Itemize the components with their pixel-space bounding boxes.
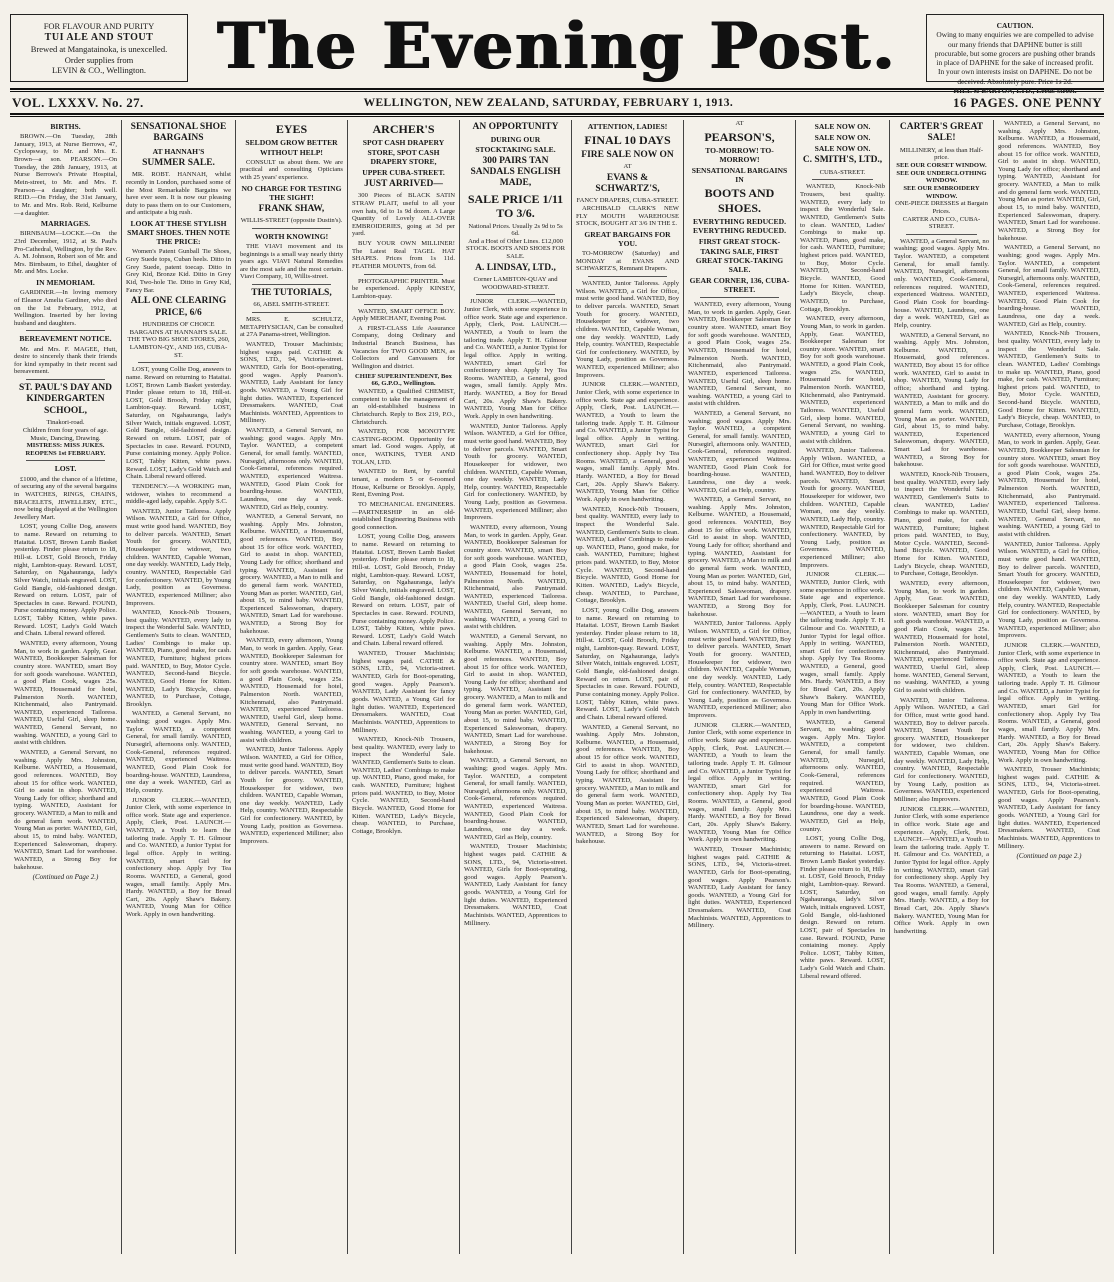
life-assurance-ad: A FIRST-CLASS Life Assurance Company, doing Ordinary and Industrial Branch Business, has Vacancies for TWO GOOD MEN, as Collectors and Canvassers for Wellington and district.: [352, 324, 455, 371]
births-text: BROWN.—On Tuesday, 28th January, 1913, at Nurse Berrows, 47, Cyclopsway, to Mr. and Mrs. E. Brown—a son. PEARSON.—On Tuesday, the 28th January, 1913, at Nurse Berrows's Private Hospital, Mein-street, to Mr. and Mrs. F. Pearson—a daughter; both well. REID.—On Friday, the 31st January, to Mr. and Mrs. Rob. Reid, Kelburne—a daughter.: [14, 133, 117, 217]
engineers-ad: TO MECHANICAL ENGINEERS.—PARTNERSHIP in an old-established Engineering Business with good connection.: [352, 500, 455, 531]
col10-filler-3: WANTED, every afternoon, Young Man, to work in garden. Apply, Gear. WANTED, Bookkeeper Salesman for country store. WANTED, smart Boy for soft goods warehouse. WANTED, a good Plain Cook, wages 25s. WANTED, Housemaid for hotel, Palmerston North. WANTED, Kitchenmaid, also Pantrymaid. WANTED, experienced Tailoress. WANTED, Useful Girl, sleep home. WANTED, General Servant, no washing. WANTED, a young Girl to assist with children.: [998, 431, 1100, 538]
opportunity-heading: AN OPPORTUNITY: [472, 122, 559, 132]
caution-heading: CAUTION.: [996, 21, 1034, 30]
divider: [812, 179, 873, 180]
col9-filler-4: WANTED, Junior Tailoress. Apply Wilson. WANTED, a Girl for Office, must write good hand. WANTED, Boy to deliver parcels. WANTED, Smart Youth for grocery. WANTED, Housekeeper for widower, two children. WANTED, Capable Woman, one day weekly. WANTED, Lady Help, country. WANTED, Respectable Girl for confectionery. WANTED, by Young Lady, position as Governess. WANTED, experienced Milliner; also Improvers.: [894, 696, 989, 803]
col6-ads: WANTED, Junior Tailoress. Apply Wilson. WANTED, a Girl for Office, must write good hand. WANTED, Boy to deliver parcels. WANTED, Smart Youth for grocery. WANTED, Housekeeper for widower, two children. WANTED, Capable Woman, one day weekly. WANTED, Lady Help, country. WANTED, Respectable Girl for confectionery. WANTED, by Young Lady, position as Governess. WANTED, experienced Milliner; also Improvers.: [576, 280, 679, 379]
tendency-ad: TENDENCY.—A WORKING man, widower, wishes to recommend a middle-aged lady, capable. Apply S.C.: [126, 482, 231, 506]
divider: [138, 362, 219, 363]
at-word: AT: [623, 162, 632, 170]
eyes-heading: EYES: [275, 122, 308, 136]
national-prices: National Prices. Usually 2s 9d to 5s 6d.: [468, 222, 563, 238]
tui-line4: Order supplies from: [64, 54, 134, 65]
archers-subheading: SPOT CASH DRAPERY STORE, SPOT CASH DRAPERY STORE,: [362, 138, 445, 166]
hannah-price: ALL ONE CLEARING PRICE, 6/6: [130, 296, 227, 318]
gear-corner: GEAR CORNER, 136, CUBA-STREET.: [689, 275, 790, 295]
divider: [252, 284, 331, 285]
marriages-text: BIRNBAUM—LOCKE.—On the 23rd December, 1912, at St. Paul's Pro-Cathedral, Wellington, by the Rev. A. M. Johnson, Robert son of Mr. and Mrs. Birnbaum, to Ethel, daughter of Mr. and Mrs. Locke.: [14, 230, 117, 276]
col6-filler-3: LOST, young Collie Dog, answers to name. Reward on returning to Hataitai. LOST, Brown Lamb Basket yesterday. Finder please return to 18, Hill-st. LOST, Gold Brooch, Friday night, Lambton-quay. Reward. LOST, Saturday, on Ngahauranga, lady's Silver Watch, initials engraved. LOST, Gold Bangle, old-fashioned design. Reward on return. LOST, pair of Spectacles in case. Reward. FOUND, Purse containing money. Apply Police. LOST, Tabby Kitten, white paws. Reward. LOST, Lady's Gold Watch and Chain. Liberal reward offered.: [576, 606, 679, 721]
viavi-heading: WORTH KNOWING!: [254, 231, 329, 241]
dateline-rule-bottom: [10, 113, 1104, 117]
tui-line2: TUI ALE AND STOUT: [44, 31, 154, 43]
marriages-heading: MARRIAGES.: [40, 219, 91, 229]
memoriam-text: GARDINER.—In loving memory of Eleanor Amelia Gardiner, who died on the 1st February, 1912, at Wellington. Inserted by her loving husband and daughters.: [14, 289, 117, 327]
col2-filler-2: WANTED, Knock-Nib Trousers, best quality. WANTED, every lady to inspect the Wonderful Sale. WANTED, Gentlemen's Suits to clean. WANTED, Ladies' Combings to make up. WANTED, Piano, good make, for cash. WANTED, Furniture; highest prices paid. WANTED, to Buy, Motor Cycle. WANTED, Second-hand Bicycle. WANTED, Good Home for Kitten. WANTED, Lady's Bicycle, cheap. WANTED, to Purchase, Cottage, Brooklyn.: [126, 609, 231, 708]
sandals-sale-price: SALE PRICE 1/11 TO 3/6.: [467, 191, 564, 221]
sale-now-on-2: SALE NOW ON.: [814, 133, 871, 143]
col7-ads: WANTED, every afternoon, Young Man, to work in garden. Apply, Gear. WANTED, Bookkeeper Salesman for country store. WANTED, smart Boy for soft goods warehouse. WANTED, a good Plain Cook, wages 25s. WANTED, Housemaid for hotel, Palmerston North. WANTED, Kitchenmaid, also Pantrymaid. WANTED, experienced Tailoress. WANTED, Useful Girl, sleep home. WANTED, General Servant, no washing. WANTED, a young Girl to assist with children.: [688, 301, 791, 408]
births-heading: BIRTHS.: [50, 122, 81, 131]
divider: [476, 294, 555, 295]
col9-filler-5: JUNIOR CLERK.—WANTED, Junior Clerk, with some experience in office work. State age and experience. Apply, Clerk, Post. LAUNCH.—WANTED, a Youth to learn the tailoring trade. Apply T. H. Gilmour and Co. WANTED, a Junior Typist for legal office. Apply in writing. WANTED, smart Girl for confectionery shop. Apply Ivy Tea Rooms. WANTED, a General, good wages, small family. Apply Mrs. Hardy. WANTED, a Boy for Bread Cart, 20s. Apply Shaw's Bakery. WANTED, Young Man for Office Work. Apply in own handwriting.: [894, 805, 989, 935]
school-mistress: MISTRESS: MISS JUKES.: [26, 442, 105, 450]
col8-filler-4: WANTED, a General Servant, no washing; good wages. Apply Mrs. Taylor. WANTED, a competent General, for small family. WANTED, Nursegirl, afternoons only. WANTED, Cook-General, references required. WANTED, experienced Waitress. WANTED, Good Plain Cook for boarding-house. WANTED, Laundress, one day a week. WANTED, Girl as Help, country.: [800, 718, 885, 833]
school-body: Children from four years of age. Music, Dancing, Drawing.: [22, 426, 109, 442]
hannah-heading-1: SENSATIONAL SHOE BARGAINS: [130, 122, 227, 144]
col5-filler-4: WANTED, a General Servant, no washing; good wages. Apply Mrs. Taylor. WANTED, a competent General, for small family. WANTED, Nursegirl, afternoons only. WANTED, Cook-General, references required. WANTED, experienced Waitress. WANTED, Good Plain Cook for boarding-house. WANTED, Laundress, one day a week. WANTED, Girl as Help, country.: [464, 757, 567, 841]
sandals-offer: 300 PAIRS TAN SANDALS ENGLISH MADE,: [470, 155, 561, 189]
lost-found-ads: LOST, young Collie Dog, answers to name. Reward on returning to Hataitai. LOST, Brown Lamb Basket yesterday. Finder please return to 18, Hill-st. LOST, Gold Brooch, Friday night, Lambton-quay. Reward. LOST, Saturday, on Ngahauranga, lady's Silver Watch, initials engraved. LOST, Gold Bangle, old-fashioned design. Reward on return. LOST, pair of Spectacles in case. Reward. FOUND, Purse containing money. Apply Police. LOST, Tabby Kitten, white paws. Reward. LOST, Lady's Gold Watch and Chain. Liberal reward offered.: [126, 366, 231, 481]
office-boy-ad: WANTED, SMART OFFICE BOY. Apply MERCHANT, Evening Post.: [352, 307, 455, 323]
col3-filler: WANTED, a General Servant, no washing; good wages. Apply Mrs. Taylor. WANTED, a competent General, for small family. WANTED, Nursegirl, afternoons only. WANTED, Cook-General, references required. WANTED, experienced Waitress. WANTED, Good Plain Cook for boarding-house. WANTED, Laundress, one day a week. WANTED, Girl as Help, country.: [240, 427, 343, 511]
divider: [588, 276, 667, 277]
col7-filler-3: WANTED, Junior Tailoress. Apply Wilson. WANTED, a Girl for Office, must write good hand. WANTED, Boy to deliver parcels. WANTED, Smart Youth for grocery. WANTED, Housekeeper for widower, two children. WANTED, Capable Woman, one day weekly. WANTED, Lady Help, country. WANTED, Respectable Girl for confectionery. WANTED, by Young Lady, position as Governess. WANTED, experienced Milliner; also Improvers.: [688, 620, 791, 720]
viavi-body: THE VIAVI movement and its beginnings is a small way nearly thirty years ago. VIAVI Natural Remedies are the most safe and the most certain. Viavi Company, 10, Willis-street.: [240, 242, 343, 281]
divider: [364, 274, 443, 275]
hannah-shops: HUNDREDS OF CHOICE BARGAINS AT HANNAH'S SALE. THE TWO BIG SHOE STORES, 260, LAMBTON-QY., AND 165, CUBA-ST.: [127, 321, 230, 359]
col9-filler-3: WANTED, every afternoon, Young Man, to work in garden. Apply, Gear. WANTED, Bookkeeper Salesman for country store. WANTED, smart Boy for soft goods warehouse. WANTED, a good Plain Cook, wages 25s. WANTED, Housemaid for hotel, Palmerston North. WANTED, Kitchenmaid, also Pantrymaid. WANTED, experienced Tailoress. WANTED, Useful Girl, sleep home. WANTED, General Servant, no washing. WANTED, a young Girl to assist with children.: [894, 580, 989, 694]
columns: [10, 120, 1104, 1254]
hannah-items: Women's Patent Gunball Tie Shoes, Grey Suede tops, Cuban heels. Ditto in Grey Suede, patent toecap. Ditto in Grey Kid, Bronze Kid. Ditto in Grey Kid, Two-hole Tie. Ditto in Grey Kid, Fancy Bar.: [126, 248, 231, 294]
sale-now-on-3: SALE NOW ON.: [814, 144, 871, 154]
col9-filler: WANTED, a General Servant, no washing. Apply Mrs. Johnston, Kelburne. WANTED, a Housemaid, good references. WANTED, Boy about 15 for office work. WANTED, Girl to assist in shop. WANTED, Young Lady for office; shorthand and typing. WANTED, Assistant for grocery. WANTED, a Man to milk and do general farm work. WANTED, Young Man as porter. WANTED, Girl, about 15, to mind baby. WANTED, Experienced Saleswoman, drapery. WANTED, Smart Lad for warehouse. WANTED, a Strong Boy for bakehouse.: [894, 331, 989, 469]
masthead-row: [10, 8, 1104, 95]
attention-ladies: ATTENTION, LADIES!: [587, 122, 668, 131]
carters-heading: CARTER'S GREAT SALE!: [899, 122, 984, 144]
eyes-body: CONSULT us about them. We are practical and consulting Opticians with 25 years' experience.: [240, 158, 343, 181]
col7-filler-4: JUNIOR CLERK.—WANTED, Junior Clerk, with some experience in office work. State age and experience. Apply, Clerk, Post. LAUNCH.—WANTED, a Youth to learn the tailoring trade. Apply T. H. Gilmour and Co. WANTED, a Junior Typist for legal office. Apply in writing. WANTED, smart Girl for confectionery shop. Apply Ivy Tea Rooms. WANTED, a General, good wages, small family. Apply Mrs. Hardy. WANTED, a Boy for Bread Cart, 20s. Apply Shaw's Bakery. WANTED, Young Man for Office Work. Apply in own handwriting.: [688, 721, 791, 844]
great-bargains: GREAT BARGAINS FOR YOU.: [584, 229, 671, 248]
wanted-ads: WANTED, Trouser Machinists; highest wages paid. CATHIE & SONS, LTD., 94, Victoria-street. WANTED, Girls for Boot-operating, good wages. Apply Pearson's. WANTED, Lady Assistant for fancy goods. WANTED, a Young Girl for light duties. WANTED, Experienced Dressmakers. WANTED, Coat Machinists. WANTED, Apprentices to Millinery.: [240, 341, 343, 425]
col8-filler: WANTED, every afternoon, Young Man, to work in garden. Apply, Gear. WANTED, Bookkeeper Salesman for country store. WANTED, smart Boy for soft goods warehouse. WANTED, a good Plain Cook, wages 25s. WANTED, Housemaid for hotel, Palmerston North. WANTED, Kitchenmaid, also Pantrymaid. WANTED, experienced Tailoress. WANTED, Useful Girl, sleep home. WANTED, General Servant, no washing. WANTED, a young Girl to assist with children.: [800, 315, 885, 445]
lindsay-name: A. LINDSAY, LTD.,: [475, 262, 556, 273]
divider: [26, 379, 105, 380]
divider: [26, 460, 105, 461]
carters-millinery: MILLINERY, at less than Half-price.: [899, 146, 984, 162]
col4-filler-2: WANTED, Trouser Machinists; highest wages paid. CATHIE & SONS, LTD., 94, Victoria-street. WANTED, Girls for Boot-operating, good wages. Apply Pearson's. WANTED, Lady Assistant for fancy goods. WANTED, a Young Girl for light duties. WANTED, Experienced Dressmakers. WANTED, Coat Machinists. WANTED, Apprentices to Millinery.: [352, 650, 455, 734]
caution-signature: HILL & BARTON, LTD., Leeds-street.: [953, 85, 1077, 95]
col8-filler-2: WANTED, Junior Tailoress. Apply Wilson. WANTED, a Girl for Office, must write good hand. WANTED, Boy to deliver parcels. WANTED, Smart Youth for grocery. WANTED, Housekeeper for widower, two children. WANTED, Capable Woman, one day weekly. WANTED, Lady Help, country. WANTED, Respectable Girl for confectionery. WANTED, by Young Lady, position as Governess. WANTED, experienced Milliner; also Improvers.: [800, 447, 885, 569]
archers-heading: ARCHER'S: [372, 122, 435, 136]
volume-number: VOL. LXXXV. No. 27.: [12, 95, 144, 110]
col3-filler-3: WANTED, every afternoon, Young Man, to work in garden. Apply, Gear. WANTED, Bookkeeper Salesman for country store. WANTED, smart Boy for soft goods warehouse. WANTED, a good Plain Cook, wages 25s. WANTED, Housemaid for hotel, Palmerston North. WANTED, Kitchenmaid, also Pantrymaid. WANTED, experienced Tailoress. WANTED, Useful Girl, sleep home. WANTED, General Servant, no washing. WANTED, a young Girl to assist with children.: [240, 637, 343, 744]
col5-filler: WANTED, Junior Tailoress. Apply Wilson. WANTED, a Girl for Office, must write good hand. WANTED, Boy to deliver parcels. WANTED, Smart Youth for grocery. WANTED, Housekeeper for widower, two children. WANTED, Capable Woman, one day weekly. WANTED, Lady Help, country. WANTED, Respectable Girl for confectionery. WANTED, by Young Lady, position as Governess. WANTED, experienced Milliner; also Improvers.: [464, 422, 567, 522]
hannah-heading-2: AT HANNAH'S: [152, 146, 205, 156]
col4-filler-3: WANTED, Knock-Nib Trousers, best quality. WANTED, every lady to inspect the Wonderful Sale. WANTED, Gentlemen's Suits to clean. WANTED, Ladies' Combings to make up. WANTED, Piano, good make, for cash. WANTED, Furniture; highest prices paid. WANTED, to Buy, Motor Cycle. WANTED, Second-hand Bicycle. WANTED, Good Home for Kitten. WANTED, Lady's Bicycle, cheap. WANTED, to Purchase, Cottage, Brooklyn.: [352, 736, 455, 835]
dateline: [10, 92, 1104, 113]
col4-filler: LOST, young Collie Dog, answers to name. Reward on returning to Hataitai. LOST, Brown Lamb Basket yesterday. Finder please return to 18, Hill-st. LOST, Gold Brooch, Friday night, Lambton-quay. Reward. LOST, Saturday, on Ngahauranga, lady's Silver Watch, initials engraved. LOST, Gold Bangle, old-fashioned design. Reward on return. LOST, pair of Spectacles in case. Reward. FOUND, Purse containing money. Apply Police. LOST, Tabby Kitten, white paws. Reward. LOST, Lady's Gold Watch and Chain. Liberal reward offered.: [352, 533, 455, 648]
col8-filler-5: LOST, young Collie Dog, answers to name. Reward on returning to Hataitai. LOST, Brown Lamb Basket yesterday. Finder please return to 18, Hill-st. LOST, Gold Brooch, Friday night, Lambton-quay. Reward. LOST, Saturday, on Ngahauranga, lady's Silver Watch, initials engraved. LOST, Gold Bangle, old-fashioned design. Reward on return. LOST, pair of Spectacles in case. Reward. FOUND, Purse containing money. Apply Police. LOST, Tabby Kitten, white paws. Reward. LOST, Lady's Gold Watch and Chain. Liberal reward offered.: [800, 835, 885, 980]
column-2: [122, 120, 236, 1254]
school-heading: ST. PAUL'S DAY AND KINDERGARTEN SCHOOL,: [19, 383, 112, 416]
col10-filler-2: WANTED, Knock-Nib Trousers, best quality. WANTED, every lady to inspect the Wonderful Sale. WANTED, Gentlemen's Suits to clean. WANTED, Ladies' Combings to make up. WANTED, Piano, good make, for cash. WANTED, Furniture; highest prices paid. WANTED, to Buy, Motor Cycle. WANTED, Second-hand Bicycle. WANTED, Good Home for Kitten. WANTED, Lady's Bicycle, cheap. WANTED, to Purchase, Cottage, Brooklyn.: [998, 330, 1100, 429]
tutorials-heading: THE TUTORIALS,: [251, 288, 332, 299]
pearsons-sensational: SENSATIONAL BARGAINS IN: [691, 166, 788, 185]
archibald-stock: ARCHIBALD CLARK'S NEW FLY MOUTH WAREHOUSE STOCK, BOUGHT AT 3/6 IN THE £.: [576, 204, 679, 228]
final-days: FINAL 10 DAYS: [584, 133, 671, 148]
hannah-look-heading: LOOK AT THESE STYLISH SMART SHOES. THEN NOTE THE PRICE:: [127, 219, 230, 247]
col1-filler: LOST, young Collie Dog, answers to name. Reward on returning to Hataitai. LOST, Brown Lamb Basket yesterday. Finder please return to 18, Hill-st. LOST, Gold Brooch, Friday night, Lambton-quay. Reward. LOST, Saturday, on Ngahauranga, lady's Silver Watch, initials engraved. LOST, Gold Bangle, old-fashioned design. Reward on return. LOST, pair of Spectacles in case. Reward. FOUND, Purse containing money. Apply Police. LOST, Tabby Kitten, white paws. Reward. LOST, Lady's Gold Watch and Chain. Liberal reward offered.: [14, 523, 117, 638]
tui-line1: FOR FLAVOUR AND PURITY: [43, 21, 155, 31]
rent-ad: WANTED to Rent, by careful tenant, a modern 5 or 6-roomed House, Kelburne or Brooklyn. Apply, Rent, Evening Post.: [352, 468, 455, 499]
column-9: [890, 120, 994, 1254]
column-1: [10, 120, 122, 1254]
archers-shapes: BUY YOUR OWN MILLINER! The Latest Real TAGEL HAT SHAPES. Prices from 1s 11d. FEATHER MOUNTS, from 6d.: [352, 240, 455, 270]
daphne-caution-box: [926, 14, 1104, 95]
col5-filler-3: WANTED, a General Servant, no washing. Apply Mrs. Johnston, Kelburne. WANTED, a Housemaid, good references. WANTED, Boy about 15 for office work. WANTED, Girl to assist in shop. WANTED, Young Lady for office; shorthand and typing. WANTED, Assistant for grocery. WANTED, a Man to milk and do general farm work. WANTED, Young Man as porter. WANTED, Girl, about 15, to mind baby. WANTED, Experienced Saleswoman, drapery. WANTED, Smart Lad for warehouse. WANTED, a Strong Boy for bakehouse.: [464, 632, 567, 755]
lost-text: £1000, and the chance of a lifetime, of securing any of the several bargains in WATCHES, RINGS, CHAINS, BRACELETS, JEWELLERY, ETC., now being displayed at the Wellington Jewellery Mart.: [14, 475, 117, 521]
c-smiths-address: CUBA-STREET.: [819, 168, 866, 176]
lindsay-address: Corner LAMBTON-QUAY and WOODWARD-STREET.: [473, 276, 558, 291]
col2-filler-4: JUNIOR CLERK.—WANTED, Junior Clerk, with some experience in office work. State age and experience. Apply, Clerk, Post. LAUNCH.—WANTED, a Youth to learn the tailoring trade. Apply T. H. Gilmour and Co. WANTED, a Junior Typist for legal office. Apply in writing. WANTED, smart Girl for confectionery shop. Apply Ivy Tea Rooms. WANTED, a General, good wages, small family. Apply Mrs. Hardy. WANTED, a Boy for Bread Cart, 20s. Apply Shaw's Bakery. WANTED, Young Man for Office Work. Apply in own handwriting.: [126, 796, 231, 919]
newspaper-page: [10, 8, 1104, 1264]
column-3: [236, 120, 348, 1254]
col5-ads: JUNIOR CLERK.—WANTED, Junior Clerk, with some experience in office work. State age and experience. Apply, Clerk, Post. LAUNCH.—WANTED, a Youth to learn the tailoring trade. Apply T. H. Gilmour and Co. WANTED, a Junior Typist for legal office. Apply in writing. WANTED, smart Girl for confectionery shop. Apply Ivy Tea Rooms. WANTED, a General, good wages, small family. Apply Mrs. Hardy. WANTED, a Boy for Bread Cart, 20s. Apply Shaw's Bakery. WANTED, Young Man for Office Work. Apply in own handwriting.: [464, 298, 567, 421]
tomorrow-monday: TO-MORROW (Saturday) and MONDAY at EVANS AND SCHWARTZ'S, Remnant Drapers.: [576, 250, 679, 273]
archers-address: UPPER CUBA-STREET.: [362, 167, 445, 177]
col6-filler-2: WANTED, Knock-Nib Trousers, best quality. WANTED, every lady to inspect the Wonderful Sale. WANTED, Gentlemen's Suits to clean. WANTED, Ladies' Combings to make up. WANTED, Piano, good make, for cash. WANTED, Furniture; highest prices paid. WANTED, to Buy, Motor Cycle. WANTED, Second-hand Bicycle. WANTED, Good Home for Kitten. WANTED, Lady's Bicycle, cheap. WANTED, to Purchase, Cottage, Brooklyn.: [576, 505, 679, 605]
col1-continued: (Continued on Page 2.): [32, 873, 99, 882]
divider: [364, 304, 443, 305]
col2-filler: WANTED, Junior Tailoress. Apply Wilson. WANTED, a Girl for Office, must write good hand. WANTED, Boy to deliver parcels. WANTED, Smart Youth for grocery. WANTED, Housekeeper for widower, two children. WANTED, Capable Woman, one day weekly. WANTED, Lady Help, country. WANTED, Respectable Girl for confectionery. WANTED, by Young Lady, position as Governess. WANTED, experienced Milliner; also Improvers.: [126, 507, 231, 607]
evans-schwartz-sub: FANCY DRAPERS, CUBA-STREET.: [576, 197, 679, 205]
col2-filler-3: WANTED, a General Servant, no washing; good wages. Apply Mrs. Taylor. WANTED, a competent General, for small family. WANTED, Nursegirl, afternoons only. WANTED, Cook-General, references required. WANTED, experienced Waitress. WANTED, Good Plain Cook for boarding-house. WANTED, Laundress, one day a week. WANTED, Girl as Help, country.: [126, 710, 231, 794]
col7-filler-2: WANTED, a General Servant, no washing. Apply Mrs. Johnston, Kelburne. WANTED, a Housemaid, good references. WANTED, Boy about 15 for office work. WANTED, Girl to assist in shop. WANTED, Young Lady for office; shorthand and typing. WANTED, Assistant for grocery. WANTED, a Man to milk and do general farm work. WANTED, Young Man as porter. WANTED, Girl, about 15, to mind baby. WANTED, Experienced Saleswoman, drapery. WANTED, Smart Lad for warehouse. WANTED, a Strong Boy for bakehouse.: [688, 496, 791, 618]
col10-ads: WANTED, a General Servant, no washing. Apply Mrs. Johnston, Kelburne. WANTED, a Housemaid, good references. WANTED, Boy about 15 for office work. WANTED, Girl to assist in shop. WANTED, Young Lady for office; shorthand and typing. WANTED, Assistant for grocery. WANTED, a Man to milk and do general farm work. WANTED, Young Man as porter. WANTED, Girl, about 15, to mind baby. WANTED, Experienced Saleswoman, drapery. WANTED, Smart Lad for warehouse. WANTED, a Strong Boy for bakehouse.: [998, 120, 1100, 242]
pearsons-boots: BOOTS AND SHOES.: [704, 186, 775, 215]
column-6: [572, 120, 684, 1254]
carters-address: CARTER AND CO., CUBA-STREET.: [902, 215, 981, 231]
sale-now-on-1: SALE NOW ON.: [814, 122, 871, 131]
eyes-no-charge: NO CHARGE FOR TESTING THE SIGHT!: [241, 183, 342, 202]
col7-filler-5: WANTED, Trouser Machinists; highest wages paid. CATHIE & SONS, LTD., 94, Victoria-street. WANTED, Girls for Boot-operating, good wages. Apply Pearson's. WANTED, Lady Assistant for fancy goods. WANTED, a Young Girl for light duties. WANTED, Experienced Dressmakers. WANTED, Coat Machinists. WANTED, Apprentices to Millinery.: [688, 845, 791, 930]
column-5: [460, 120, 572, 1254]
archers-body: 300 Pieces of BLACK SATIN STRAW PLAIT, useful to all your own hats, 6d to 1s 9d dozen. A Large Quantity of Lovely ALL-OVER EMBROIDERIES, going at 3d per yard.: [352, 192, 455, 238]
host-of-lines: And a Host of Other Lines. £12,000 STOCK. BOOTS AND SHOES FOR SALE.: [466, 237, 565, 261]
col5-filler-5: WANTED, Trouser Machinists; highest wages paid. CATHIE & SONS, LTD., 94, Victoria-street. WANTED, Girls for Boot-operating, good wages. Apply Pearson's. WANTED, Lady Assistant for fancy goods. WANTED, a Young Girl for light duties. WANTED, Experienced Dressmakers. WANTED, Coat Machinists. WANTED, Apprentices to Millinery.: [464, 843, 567, 927]
col10-continued: (Continued on page 2.): [1016, 852, 1082, 861]
printer-ad: PHOTOGRAPHIC PRINTER. Must be experienced. Apply KINSEY, Lambton-quay.: [352, 277, 455, 300]
bereavement-heading: BEREAVEMENT NOTICE.: [19, 334, 112, 344]
c-smiths-name: C. SMITH'S, LTD.,: [802, 155, 883, 166]
col1-filler-2: WANTED, every afternoon, Young Man, to work in garden. Apply, Gear. WANTED, Bookkeeper Salesman for country store. WANTED, smart Boy for soft goods warehouse. WANTED, a good Plain Cook, wages 25s. WANTED, Housemaid for hotel, Palmerston North. WANTED, Kitchenmaid, also Pantrymaid. WANTED, experienced Tailoress. WANTED, Useful Girl, sleep home. WANTED, General Servant, no washing. WANTED, a young Girl to assist with children.: [14, 640, 117, 747]
pages-price: 16 PAGES. ONE PENNY: [953, 95, 1102, 110]
just-arrived: JUST ARRIVED—: [364, 178, 443, 189]
stocktaking-heading: DURING OUR STOCKTAKING SALE.: [475, 135, 556, 154]
col10-filler-6: WANTED, Trouser Machinists; highest wages paid. CATHIE & SONS, LTD., 94, Victoria-street. WANTED, Girls for Boot-operating, good wages. Apply Pearson's. WANTED, Lady Assistant for fancy goods. WANTED, a Young Girl for light duties. WANTED, Experienced Dressmakers. WANTED, Coat Machinists. WANTED, Apprentices to Millinery.: [998, 766, 1100, 850]
school-reopens: REOPENS 1st FEBRUARY.: [25, 449, 106, 457]
superintendent: CHIEF SUPERINTENDENT, Box 66, G.P.O., Wellington.: [355, 372, 452, 388]
col9-filler-2: WANTED, Knock-Nib Trousers, best quality. WANTED, every lady to inspect the Wonderful Sale. WANTED, Gentlemen's Suits to clean. WANTED, Ladies' Combings to make up. WANTED, Piano, good make, for cash. WANTED, Furniture; highest prices paid. WANTED, to Buy, Motor Cycle. WANTED, Second-hand Bicycle. WANTED, Good Home for Kitten. WANTED, Lady's Bicycle, cheap. WANTED, to Purchase, Cottage, Brooklyn.: [894, 471, 989, 578]
col3-filler-2: WANTED, a General Servant, no washing. Apply Mrs. Johnston, Kelburne. WANTED, a Housemaid, good references. WANTED, Boy about 15 for office work. WANTED, Girl to assist in shop. WANTED, Young Lady for office; shorthand and typing. WANTED, Assistant for grocery. WANTED, a Man to milk and do general farm work. WANTED, Young Man as porter. WANTED, Girl, about 15, to mind baby. WANTED, Experienced Saleswoman, drapery. WANTED, Smart Lad for warehouse. WANTED, a Strong Boy for bakehouse.: [240, 513, 343, 635]
hannah-intro: MR. ROBT. HANNAH, whilst recently in London, purchased some of the Most Remarkable Bargains we have ever seen. It is now our pleasing duty to pass them on to our Customers, and anticipate a big rush.: [126, 171, 231, 217]
column-8: [796, 120, 890, 1254]
col5-filler-2: WANTED, every afternoon, Young Man, to work in garden. Apply, Gear. WANTED, Bookkeeper Salesman for country store. WANTED, smart Boy for soft goods warehouse. WANTED, a good Plain Cook, wages 25s. WANTED, Housemaid for hotel, Palmerston North. WANTED, Kitchenmaid, also Pantrymaid. WANTED, experienced Tailoress. WANTED, Useful Girl, sleep home. WANTED, General Servant, no washing. WANTED, a young Girl to assist with children.: [464, 524, 567, 631]
pearsons-reduced: EVERYTHING REDUCED. EVERYTHING REDUCED.: [693, 217, 786, 236]
divider: [26, 330, 105, 331]
divider: [906, 234, 977, 235]
place-date: WELLINGTON, NEW ZEALAND, SATURDAY, FEBRUARY 1, 1913.: [363, 97, 734, 109]
schultz-ad: MRS. E. SCHULTZ, METAPHYSICIAN, Can be consulted at 27A Panama-street, Wellington.: [240, 316, 343, 339]
divider: [252, 312, 331, 313]
col1-filler-3: WANTED, a General Servant, no washing. Apply Mrs. Johnston, Kelburne. WANTED, a Housemaid, good references. WANTED, Boy about 15 for office work. WANTED, Girl to assist in shop. WANTED, Young Lady for office; shorthand and typing. WANTED, Assistant for grocery. WANTED, a Man to milk and do general farm work. WANTED, Young Man as porter. WANTED, Girl, about 15, to mind baby. WANTED, Experienced Saleswoman, drapery. WANTED, Smart Lad for warehouse. WANTED, a Strong Boy for bakehouse.: [14, 749, 117, 871]
carters-underclothing: SEE OUR UNDERCLOTHING WINDOW.: [896, 169, 987, 185]
fire-sale: FIRE SALE NOW ON: [581, 149, 674, 160]
tui-line3: Brewed at Mangatainoka, is unexcelled.: [30, 44, 168, 55]
bereavement-text: Mr. and Mrs. F. MAGEE, Hutt, desire to sincerely thank their friends for kind sympathy in their recent sad bereavement.: [14, 345, 117, 376]
pearsons-tomorrow: TO-MORROW! TO-MORROW!: [705, 146, 774, 165]
col10-filler-5: JUNIOR CLERK.—WANTED, Junior Clerk, with some experience in office work. State age and experience. Apply, Clerk, Post. LAUNCH.—WANTED, a Youth to learn the tailoring trade. Apply T. H. Gilmour and Co. WANTED, a Junior Typist for legal office. Apply in writing. WANTED, smart Girl for confectionery shop. Apply Ivy Tea Rooms. WANTED, a General, good wages, small family. Apply Mrs. Hardy. WANTED, a Boy for Bread Cart, 20s. Apply Shaw's Bakery. WANTED, Young Man for Office Work. Apply in own handwriting.: [998, 641, 1100, 764]
hannah-heading-3: SUMMER SALE.: [142, 157, 215, 168]
evans-schwartz-name: EVANS & SCHWARTZ'S,: [595, 172, 660, 194]
pearsons-first-sale: FIRST GREAT STOCK-TAKING SALE, FIRST GREAT STOCK-TAKING SALE.: [695, 237, 784, 274]
col6-filler-4: WANTED, a General Servant, no washing. Apply Mrs. Johnston, Kelburne. WANTED, a Housemaid, good references. WANTED, Boy about 15 for office work. WANTED, Girl to assist in shop. WANTED, Young Lady for office; shorthand and typing. WANTED, Assistant for grocery. WANTED, a Man to milk and do general farm work. WANTED, Young Man as porter. WANTED, Girl, about 15, to mind baby. WANTED, Experienced Saleswoman, drapery. WANTED, Smart Lad for warehouse. WANTED, a Strong Boy for bakehouse.: [576, 723, 679, 846]
divider: [700, 297, 779, 298]
column-10: [994, 120, 1104, 1254]
column-4: [348, 120, 460, 1254]
school-address: Tinakori-road.: [46, 419, 85, 427]
col8-ads: WANTED, Knock-Nib Trousers, best quality. WANTED, every lady to inspect the Wonderful Sale. WANTED, Gentlemen's Suits to clean. WANTED, Ladies' Combings to make up. WANTED, Piano, good make, for cash. WANTED, Furniture; highest prices paid. WANTED, to Buy, Motor Cycle. WANTED, Second-hand Bicycle. WANTED, Good Home for Kitten. WANTED, Lady's Bicycle, cheap. WANTED, to Purchase, Cottage, Brooklyn.: [800, 183, 885, 313]
tutorials-address: 66, ABEL SMITH-STREET.: [253, 301, 330, 309]
carters-one-piece: ONE-PIECE DRESSES at Bargain Prices.: [895, 200, 988, 215]
eyes-subheading: SELDOM GROW BETTER WITHOUT HELP!: [245, 138, 338, 157]
frank-shaw-address: WILLIS-STREET (opposite Dustin's).: [240, 217, 343, 225]
col6-filler: JUNIOR CLERK.—WANTED, Junior Clerk, with some experience in office work. State age and experience. Apply, Clerk, Post. LAUNCH.—WANTED, a Youth to learn the tailoring trade. Apply T. H. Gilmour and Co. WANTED, a Junior Typist for legal office. Apply in writing. WANTED, smart Girl for confectionery shop. Apply Ivy Tea Rooms. WANTED, a General, good wages, small family. Apply Mrs. Hardy. WANTED, a Boy for Bread Cart, 20s. Apply Shaw's Bakery. WANTED, Young Man for Office Work. Apply in own handwriting.: [576, 381, 679, 503]
at-word: AT: [735, 120, 744, 127]
caution-body: Owing to many enquiries we are compelled to advise our many friends that DAPHNE butter is still procurable, but some grocers are pushing other brands in place of DAPHNE for the sake of increased profit. In your own interests insist on DAPHNE. Do not be deceived. Absolutely pure. Price 1s 2d.: [934, 30, 1096, 86]
divider: [252, 228, 331, 229]
memoriam-heading: IN MEMORIAM.: [36, 278, 95, 288]
carters-corset: SEE OUR CORSET WINDOW.: [896, 162, 987, 170]
col7-filler: WANTED, a General Servant, no washing; good wages. Apply Mrs. Taylor. WANTED, a competent General, for small family. WANTED, Nursegirl, afternoons only. WANTED, Cook-General, references required. WANTED, experienced Waitress. WANTED, Good Plain Cook for boarding-house. WANTED, Laundress, one day a week. WANTED, Girl as Help, country.: [688, 410, 791, 494]
col8-filler-3: JUNIOR CLERK.—WANTED, Junior Clerk, with some experience in office work. State age and experience. Apply, Clerk, Post. LAUNCH.—WANTED, a Youth to learn the tailoring trade. Apply T. H. Gilmour and Co. WANTED, a Junior Typist for legal office. Apply in writing. WANTED, smart Girl for confectionery shop. Apply Ivy Tea Rooms. WANTED, a General, good wages, small family. Apply Mrs. Hardy. WANTED, a Boy for Bread Cart, 20s. Apply Shaw's Bakery. WANTED, Young Man for Office Work. Apply in own handwriting.: [800, 571, 885, 716]
tui-line5: LEVIN & CO., Wellington.: [51, 65, 147, 76]
carters-embroidery: SEE OUR EMBROIDERY WINDOW.: [903, 184, 980, 200]
col9-ads: WANTED, a General Servant, no washing; good wages. Apply Mrs. Taylor. WANTED, a competent General, for small family. WANTED, Nursegirl, afternoons only. WANTED, Cook-General, references required. WANTED, experienced Waitress. WANTED, Good Plain Cook for boarding-house. WANTED, Laundress, one day a week. WANTED, Girl as Help, country.: [894, 237, 989, 329]
pearsons-name: PEARSON'S,: [704, 129, 775, 144]
column-7: [684, 120, 796, 1254]
frank-shaw-name: FRANK SHAW,: [258, 203, 325, 214]
tui-ale-advert-box: [10, 14, 188, 82]
monotype-ad: WANTED, FOR MONOTYPE CASTING-ROOM. Opportunity for smart lad. Good wages. Apply, at once, WATKINS, TYER AND TOLAN, LTD.: [352, 428, 455, 466]
lost-heading: LOST.: [54, 464, 77, 474]
col3-filler-4: WANTED, Junior Tailoress. Apply Wilson. WANTED, a Girl for Office, must write good hand. WANTED, Boy to deliver parcels. WANTED, Smart Youth for grocery. WANTED, Housekeeper for widower, two children. WANTED, Capable Woman, one day weekly. WANTED, Lady Help, country. WANTED, Respectable Girl for confectionery. WANTED, by Young Lady, position as Governess. WANTED, experienced Milliner; also Improvers.: [240, 746, 343, 846]
newspaper-title: The Evening Post.: [217, 9, 897, 84]
col10-filler-4: WANTED, Junior Tailoress. Apply Wilson. WANTED, a Girl for Office, must write good hand. WANTED, Boy to deliver parcels. WANTED, Smart Youth for grocery. WANTED, Housekeeper for widower, two children. WANTED, Capable Woman, one day weekly. WANTED, Lady Help, country. WANTED, Respectable Girl for confectionery. WANTED, by Young Lady, position as Governess. WANTED, experienced Milliner; also Improvers.: [998, 540, 1100, 640]
col10-filler: WANTED, a General Servant, no washing; good wages. Apply Mrs. Taylor. WANTED, a competent General, for small family. WANTED, Nursegirl, afternoons only. WANTED, Cook-General, references required. WANTED, experienced Waitress. WANTED, Good Plain Cook for boarding-house. WANTED, Laundress, one day a week. WANTED, Girl as Help, country.: [998, 244, 1100, 328]
chemist-ad: WANTED, a Qualified CHEMIST, competent to take the management of an old-established business in Christchurch. Reply to Box 219, P.O., Christchurch.: [352, 387, 455, 426]
